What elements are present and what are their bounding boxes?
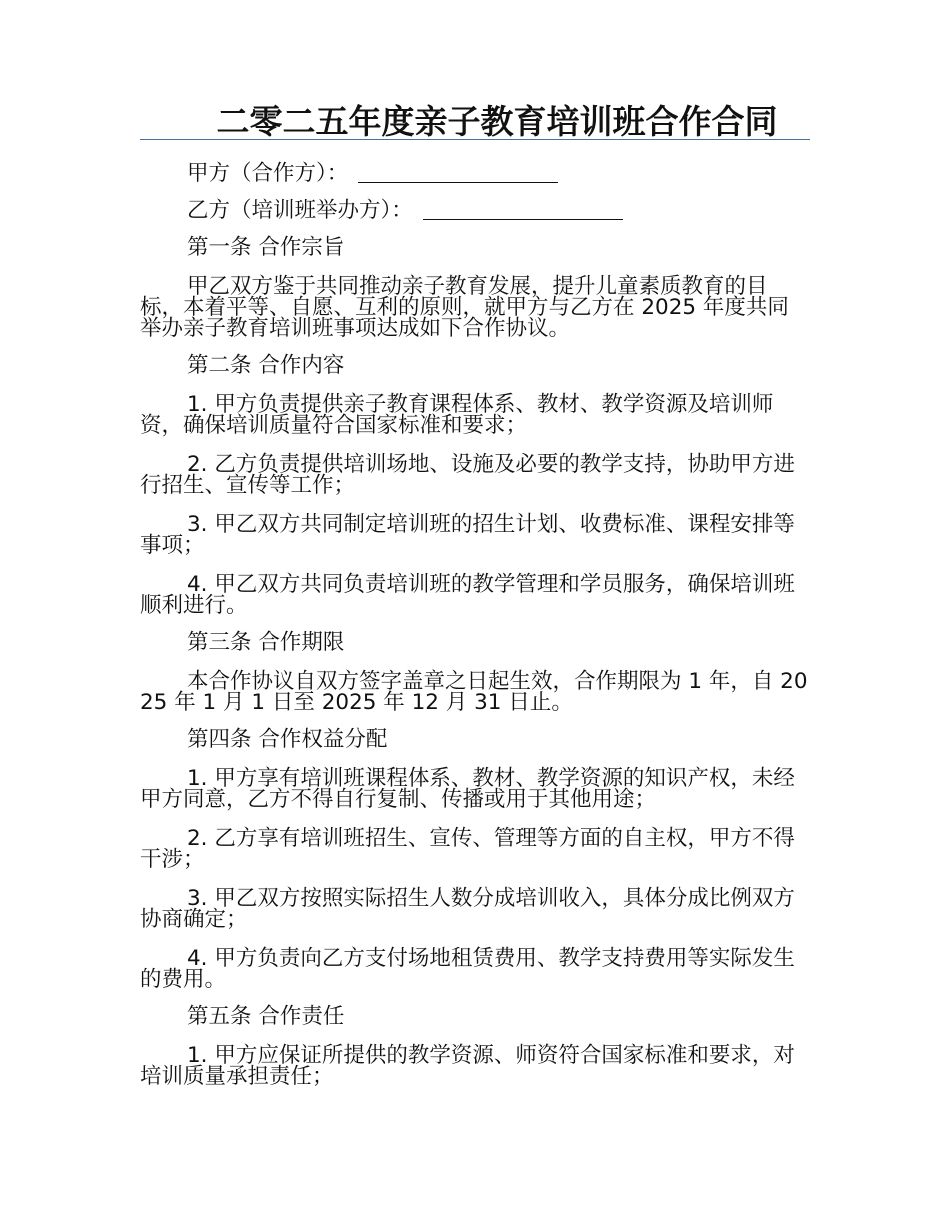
article-heading: 第三条 合作期限: [187, 630, 345, 655]
paragraph: 4. 甲乙双方共同负责培训班的教学管理和学员服务，确保培训班顺利进行。: [140, 572, 795, 618]
article-heading: 第四条 合作权益分配: [187, 727, 388, 752]
title-underline: [140, 139, 810, 140]
party-b-label: 乙方（培训班举办方）：: [187, 198, 413, 223]
paragraph: 甲乙双方鉴于共同推动亲子教育发展，提升儿童素质教育的目标，本着平等、自愿、互利的原则，就甲方与乙方在 2025 年度共同举办亲子教育培训班事项达成如下合作协议。: [140, 274, 789, 341]
paragraph: 本合作协议自双方签字盖章之日起生效，合作期限为 1 年，自 2025 年 1 月 1 日至 2025 年 12 月 31 日止。: [140, 669, 808, 715]
article-heading: 第二条 合作内容: [187, 353, 345, 378]
party-a-blank: [358, 164, 558, 183]
paragraph: 1. 甲方应保证所提供的教学资源、师资符合国家标准和要求，对培训质量承担责任；: [140, 1043, 795, 1089]
party-b-blank: [423, 201, 623, 220]
paragraph: 2. 乙方享有培训班招生、宣传、管理等方面的自主权，甲方不得干涉；: [140, 826, 795, 872]
party-a-label: 甲方（合作方）：: [187, 161, 349, 186]
document-body: [140, 155, 810, 1095]
paragraph: 4. 甲方负责向乙方支付场地租赁费用、教学支持费用等实际发生的费用。: [140, 946, 795, 992]
party-b-line: [140, 192, 810, 229]
paragraph: 3. 甲乙双方共同制定培训班的招生计划、收费标准、课程安排等事项；: [140, 512, 795, 558]
article-heading: 第一条 合作宗旨: [187, 235, 345, 260]
document-title: 二零二五年度亲子教育培训班合作合同: [216, 102, 778, 141]
party-a-line: [140, 155, 810, 192]
paragraph: 2. 乙方负责提供培训场地、设施及必要的教学支持，协助甲方进行招生、宣传等工作；: [140, 452, 795, 498]
paragraph: 1. 甲方享有培训班课程体系、教材、教学资源的知识产权，未经甲方同意，乙方不得自行复制、传播或用于其他用途；: [140, 766, 795, 812]
paragraph: 1. 甲方负责提供亲子教育课程体系、教材、教学资源及培训师资，确保培训质量符合国家标准和要求；: [140, 392, 774, 438]
paragraph: 3. 甲乙双方按照实际招生人数分成培训收入，具体分成比例双方协商确定；: [140, 886, 795, 932]
article-heading: 第五条 合作责任: [187, 1004, 345, 1029]
